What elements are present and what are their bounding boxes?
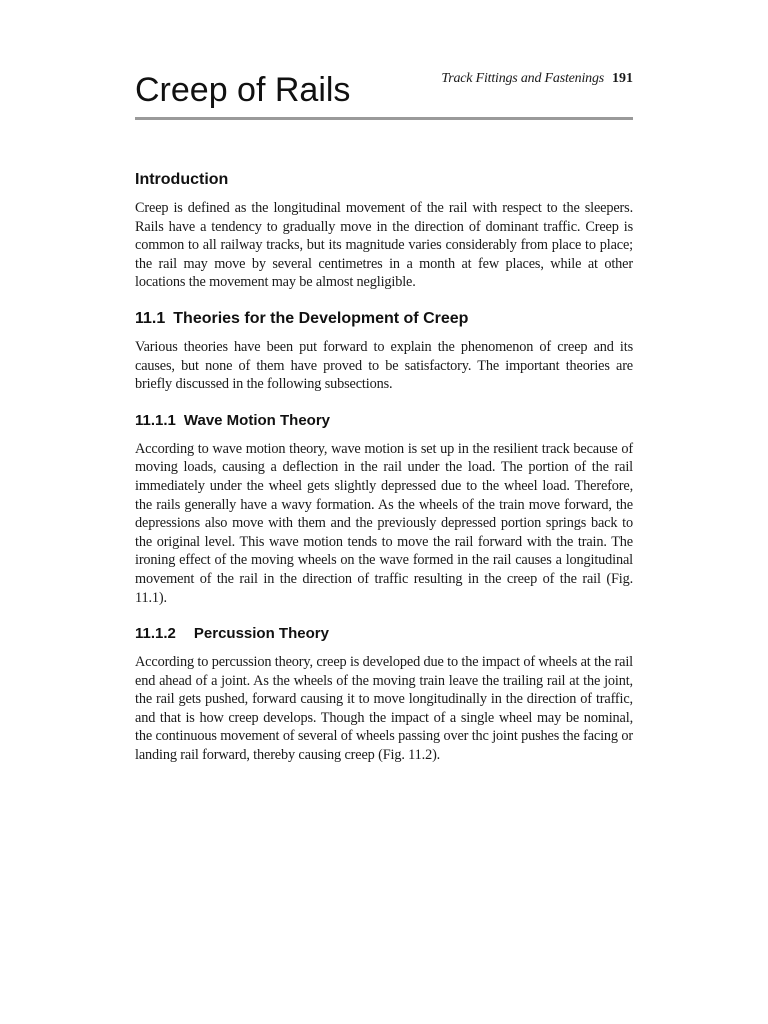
- page-number: 191: [612, 71, 633, 86]
- subsection-number: 11.1.2: [135, 625, 176, 643]
- section-heading-theories: [135, 309, 633, 329]
- subsection-number: 11.1.1: [135, 411, 176, 429]
- document-page: [135, 0, 633, 765]
- subsection-heading-label: Percussion Theory: [193, 625, 329, 643]
- header-rule: [135, 117, 633, 120]
- running-head-title: Track Fittings and Fastenings: [441, 71, 604, 86]
- wave-motion-paragraph: According to wave motion theory, wave motion is set up in the resilient track because of moving loads, causing a deflection in the rail under the load. The portion of the rail immediately under the wheel gets slightly depressed due to the wheel load. Therefore, the rails generally have a wavy formation. As the wheels of the train move forward, the depressions also move with them and the previously depressed portion springs back to the original level. This wave motion tends to move the rail forward with the train. The ironing effect of the moving wheels on the wave formed in the rail causes a longitudinal movement of the rail in the direction of traffic resulting in the creep of the rail (Fig. 11.1).: [135, 440, 633, 606]
- section-heading-label: Theories for the Development of Creep: [173, 309, 469, 327]
- page-header: [135, 0, 633, 122]
- subsection-heading-wave-motion: [135, 411, 633, 431]
- chapter-title: Creep of Rails: [135, 71, 351, 109]
- section-heading-label: Introduction: [135, 171, 229, 188]
- subsection-heading-percussion: [135, 624, 633, 644]
- percussion-paragraph: According to percussion theory, creep is developed due to the impact of wheels at the rail end ahead of a joint. As the wheels of the moving train leave the trailing rail at the joint, the rail gets pushed, forward causing it to move longitudinally in the direction of traffic, and that is how creep develops. Though the impact of a single wheel may be nominal, the continuous movement of several of wheels passing over thc joint pushes the facing or landing rail forward, thereby causing creep (Fig. 11.2).: [135, 654, 633, 764]
- running-head: [441, 70, 633, 88]
- theories-paragraph: Various theories have been put forward to explain the phenomenon of creep and its causes, but none of them have proved to be satisfactory. The important theories are briefly discussed in the following subsections.: [135, 338, 633, 393]
- introduction-paragraph: Creep is defined as the longitudinal movement of the rail with respect to the sleepers. Rails have a tendency to gradually move in the direction of dominant traffic. Creep is common to all railway tracks, but its magnitude varies considerably from place to place; the rail may move by several centimetres in a month at few places, while at other locations the movement may be almost negligible.: [135, 200, 633, 291]
- section-number: 11.1: [135, 309, 166, 327]
- subsection-heading-label: Wave Motion Theory: [183, 411, 331, 429]
- section-heading-introduction: [135, 170, 633, 190]
